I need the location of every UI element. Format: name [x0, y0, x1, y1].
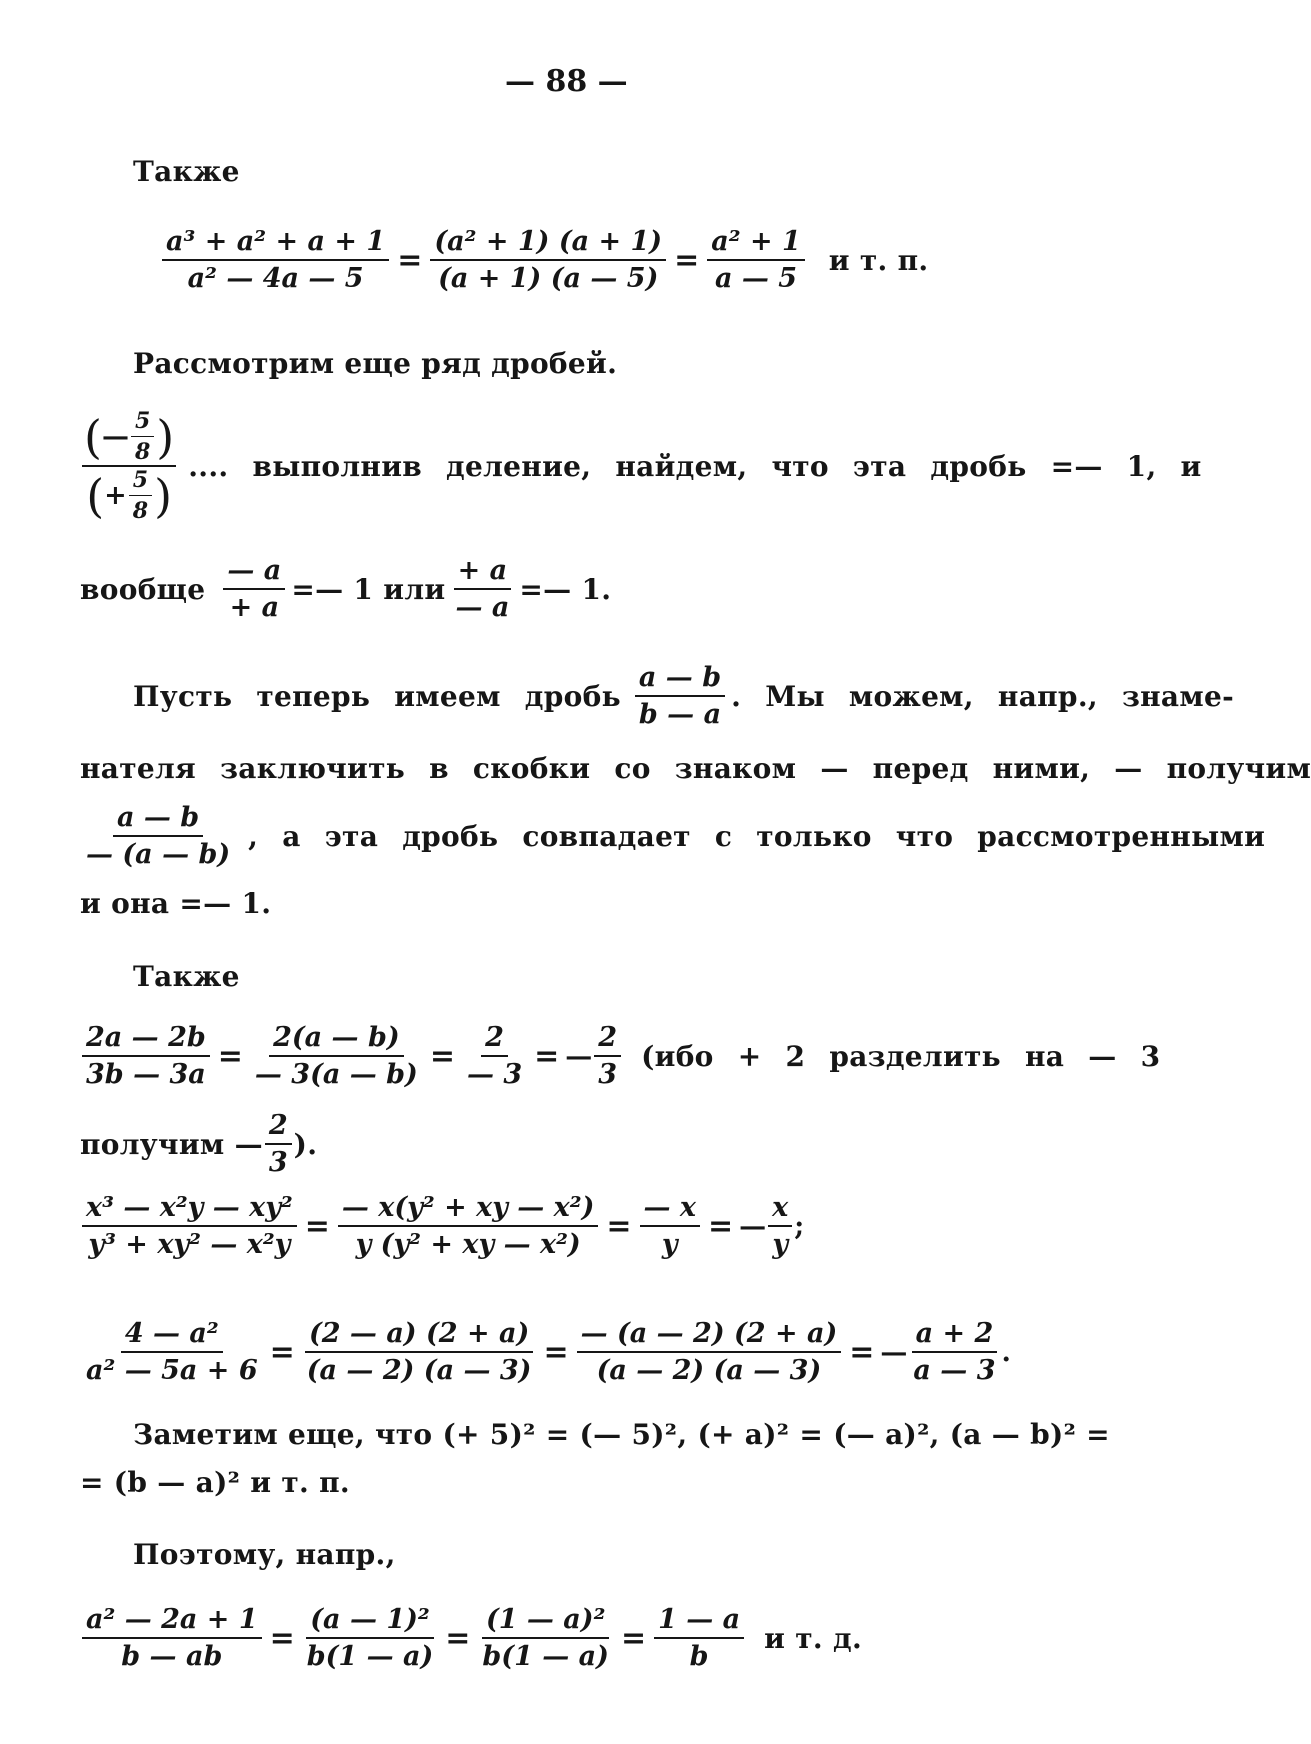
equals-sign: =: [429, 1038, 455, 1074]
eq1-f3-numerator: a² + 1: [707, 226, 805, 261]
eq6-fraction-2: [303, 1318, 536, 1386]
eq6-f1-denominator: a² — 5a + 6: [86, 1355, 258, 1386]
eq1-f2-numerator: (a² + 1) (a + 1): [430, 226, 666, 261]
eq7-f1-numerator: a² — 2a + 1: [82, 1604, 262, 1639]
eq1-tail: и т. п.: [828, 243, 929, 277]
eq6-f4-numerator: a + 2: [912, 1318, 998, 1353]
eq2-bottom-num: 5: [129, 467, 152, 496]
eq2-bottom-sign: +: [104, 480, 127, 511]
equals-sign: =: [849, 1334, 875, 1370]
eq7-fraction-2: [303, 1604, 438, 1672]
eq5-f2-denominator: y (y² + xy — x²): [355, 1229, 581, 1260]
eq1-fraction-3: [707, 226, 805, 294]
equation-5: [80, 1192, 804, 1260]
also-heading-1: Также: [133, 155, 240, 188]
eq7-f4-denominator: b: [689, 1641, 709, 1672]
eq4-f1-numerator: 2a — 2b: [82, 1022, 210, 1057]
paragraph-line-4: и она =— 1.: [80, 887, 272, 920]
eq6-fraction-1: [82, 1318, 262, 1386]
eq6-f4-sign: —: [880, 1336, 908, 1368]
eq3-fraction-1: [223, 555, 285, 623]
eq7-fraction-1: [82, 1604, 262, 1672]
eq4-f4-numerator: 2: [594, 1022, 621, 1057]
eq5-fraction-4: [768, 1192, 792, 1260]
eq6-f4-denominator: a — 3: [913, 1355, 996, 1386]
eq1-f2-denominator: (a + 1) (a — 5): [438, 263, 659, 294]
eq4-f3-denominator: — 3: [466, 1059, 523, 1090]
eq3-f1-numerator: — a: [223, 555, 285, 590]
eq4-fraction-1: [82, 1022, 210, 1090]
eq3-lead: вообще: [80, 572, 206, 606]
eq2-bottom-den: 8: [132, 498, 149, 524]
eq2-top: ( — $\frac{5}{8}$ ): [84, 408, 175, 465]
eq3-f2-numerator: + a: [454, 555, 512, 590]
eq3-f2-denominator: — a: [455, 592, 510, 623]
eq7-f1-denominator: b — ab: [121, 1641, 223, 1672]
eq3-fraction-2: [451, 555, 513, 623]
also-heading-2: Также: [133, 960, 240, 993]
para1-line3: , а эта дробь совпадает с только что рассмотренными: [248, 819, 1266, 853]
eq4-f3-numerator: 2: [481, 1022, 508, 1057]
eq4-line2-fraction: [265, 1110, 292, 1178]
para1-frac2-denominator: — (a — b): [86, 839, 231, 870]
eq2-top-den: 8: [134, 439, 151, 465]
equals-sign: =: [708, 1208, 734, 1244]
eq4-line2-start: получим —: [80, 1127, 263, 1161]
eq7-f3-denominator: b(1 — a): [482, 1641, 609, 1672]
equals-sign: =: [543, 1334, 569, 1370]
eq5-tail: ;: [794, 1210, 805, 1242]
eq5-f1-denominator: y³ + xy² — x²y: [88, 1229, 291, 1260]
eq2-top-fraction: [131, 408, 154, 465]
equation-4-line-2: [80, 1110, 317, 1178]
equals-sign: =: [304, 1208, 330, 1244]
equation-7: [80, 1604, 862, 1672]
equals-sign: =: [217, 1038, 243, 1074]
eq4-line2-denominator: 3: [268, 1147, 288, 1178]
eq6-f2-denominator: (a — 2) (a — 3): [306, 1355, 532, 1386]
eq6-f3-denominator: (a — 2) (a — 3): [596, 1355, 822, 1386]
eq4-f1-denominator: 3b — 3a: [86, 1059, 206, 1090]
eq7-fraction-3: [478, 1604, 613, 1672]
eq2-top-num: 5: [131, 408, 154, 437]
eq6-tail: .: [1001, 1336, 1011, 1368]
eq4-f2-denominator: — 3(a — b): [254, 1059, 418, 1090]
eq5-fraction-2: [338, 1192, 599, 1260]
eq7-tail: и т. д.: [764, 1621, 863, 1655]
eq4-f4-sign: —: [565, 1040, 593, 1072]
eq6-f1-numerator: 4 — a²: [121, 1318, 223, 1353]
para1-line1-end: . Мы можем, напр., знаме-: [731, 679, 1235, 713]
eq4-line2-end: ).: [293, 1127, 318, 1161]
eq5-f2-numerator: — x(y² + xy — x²): [338, 1192, 599, 1227]
eq7-f2-numerator: (a — 1)²: [306, 1604, 433, 1639]
eq4-text: (ибо + 2 разделить на — 3: [641, 1039, 1161, 1073]
eq7-f2-denominator: b(1 — a): [306, 1641, 434, 1672]
eq4-f2-numerator: 2(a — b): [269, 1022, 404, 1057]
equals-sign: =: [606, 1208, 632, 1244]
eq4-line2-numerator: 2: [265, 1110, 292, 1145]
eq4-f4-denominator: 3: [598, 1059, 618, 1090]
eq5-f4-denominator: y: [772, 1229, 789, 1260]
eq4-fraction-2: [251, 1022, 422, 1090]
eq5-fraction-1: [82, 1192, 297, 1260]
eq2-bottom: ( + $\frac{5}{8}$ ): [86, 467, 173, 524]
equals-sign: =: [674, 242, 700, 278]
eq3-tail: =— 1.: [519, 572, 612, 606]
eq1-fraction-2: [430, 226, 666, 294]
eq5-fraction-3: [640, 1192, 701, 1260]
eq5-f3-numerator: — x: [640, 1192, 701, 1227]
eq5-f4-numerator: x: [768, 1192, 792, 1227]
para1-frac-denominator: b — a: [638, 699, 722, 730]
para1-line1-start: Пусть теперь имеем дробь: [133, 679, 621, 713]
eq3-f1-denominator: + a: [229, 592, 280, 623]
therefore-line: Поэтому, напр.,: [133, 1538, 396, 1571]
equals-sign: =: [397, 242, 423, 278]
equals-sign: =: [445, 1620, 471, 1656]
note-line-2: = (b — a)² и т. п.: [80, 1466, 350, 1499]
eq3-mid: =— 1 или: [291, 572, 446, 606]
eq5-f4-sign: —: [739, 1210, 767, 1242]
equals-sign: =: [269, 1334, 295, 1370]
page-number: — 88 —: [505, 64, 628, 99]
eq7-f4-numerator: 1 — a: [654, 1604, 744, 1639]
eq5-f1-numerator: x³ — x²y — xy²: [82, 1192, 297, 1227]
para1-fraction: [635, 662, 725, 730]
equals-sign: =: [620, 1620, 647, 1656]
eq1-f1-numerator: a³ + a² + a + 1: [162, 226, 389, 261]
eq6-fraction-4: [909, 1318, 999, 1386]
eq7-f3-numerator: (1 — a)²: [482, 1604, 609, 1639]
paragraph-line-2: нателя заключить в скобки со знаком — перед ними, — получим: [80, 752, 1311, 785]
note-line-1: Заметим еще, что (+ 5)² = (— 5)², (+ a)² = (— a)², (a — b)² =: [133, 1418, 1110, 1451]
eq2-bottom-fraction: [129, 467, 152, 524]
equation-1: [160, 226, 928, 294]
eq6-f3-numerator: — (a — 2) (2 + a): [577, 1318, 842, 1353]
eq5-f3-denominator: y: [661, 1229, 678, 1260]
eq2-text: .... выполнив деление, найдем, что эта дробь =— 1, и: [188, 449, 1202, 483]
eq2-compound-fraction: [82, 408, 176, 524]
equation-4: [80, 1022, 1160, 1090]
eq1-fraction-1: [162, 226, 389, 294]
equation-2: [80, 408, 1202, 524]
eq6-fraction-3: [577, 1318, 842, 1386]
eq7-fraction-4: [654, 1604, 744, 1672]
consider-line: Рассмотрим еще ряд дробей.: [133, 347, 618, 380]
paragraph-line-1: [133, 662, 1234, 730]
para1-fraction-2: [82, 802, 234, 870]
equation-6: [80, 1318, 1011, 1386]
eq4-fraction-3: [463, 1022, 526, 1090]
equation-3: [80, 555, 611, 623]
eq1-f1-denominator: a² — 4a — 5: [187, 263, 364, 294]
paragraph-line-3: [80, 802, 1265, 870]
equals-sign: =: [269, 1620, 295, 1656]
eq1-f3-denominator: a — 5: [714, 263, 798, 294]
equals-sign: =: [534, 1038, 560, 1074]
para1-frac2-numerator: a — b: [113, 802, 203, 837]
eq4-fraction-4: [594, 1022, 621, 1090]
eq2-top-sign: —: [101, 421, 129, 452]
eq6-f2-numerator: (2 — a) (2 + a): [305, 1318, 533, 1353]
para1-frac-numerator: a — b: [635, 662, 725, 697]
